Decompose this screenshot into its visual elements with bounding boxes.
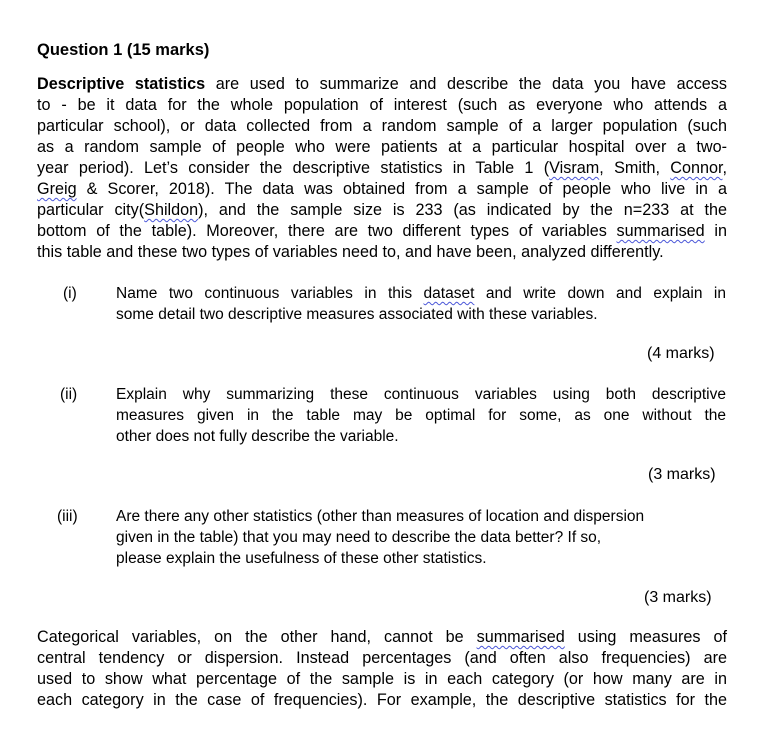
spellcheck-word: Visram — [549, 159, 600, 177]
item-line: measures given in the table may be optimal for some, as one without the — [116, 407, 726, 424]
item-line: other does not fully describe the variable. — [116, 428, 399, 445]
spellcheck-word: summarised — [476, 628, 565, 646]
intro-line: as a random sample of people who were patients at a particular hospital over a two- — [37, 138, 727, 156]
question-title: Question 1 (15 marks) — [37, 41, 210, 59]
marks-label: (3 marks) — [644, 589, 712, 606]
intro-paragraph — [37, 74, 727, 263]
intro-line: year period). Let’s consider the descriptive statistics in Table 1 (Visram, Smith, Connor, — [37, 159, 727, 177]
intro-line: to - be it data for the whole population of interest (such as everyone who attends a — [37, 96, 727, 114]
spellcheck-word: Connor — [670, 159, 723, 177]
marks-label: (4 marks) — [647, 345, 715, 362]
item-line: some detail two descriptive measures associated with these variables. — [116, 306, 598, 323]
closing-line: Categorical variables, on the other hand, cannot be summarised using measures of — [37, 628, 727, 646]
spellcheck-word: dataset — [423, 285, 475, 302]
item-text — [116, 384, 726, 447]
descriptive-statistics-term: Descriptive statistics — [37, 75, 206, 93]
item-line: given in the table) that you may need to describe the data better? If so, — [116, 529, 602, 546]
closing-line: each category in the case of frequencies). For example, the descriptive statistics for the — [37, 691, 727, 709]
spellcheck-word: Shildon — [144, 201, 199, 219]
item-line: Are there any other statistics (other than measures of location and dispersion — [116, 508, 645, 525]
closing-line: central tendency or dispersion. Instead percentages (and often also frequencies) are — [37, 649, 727, 667]
spellcheck-word: Greig — [37, 180, 77, 198]
closing-line: used to show what percentage of the sample is in each category (or how many are in — [37, 670, 727, 688]
item-line: Explain why summarizing these continuous variables using both descriptive — [116, 386, 726, 403]
intro-line: Greig & Scorer, 2018). The data was obtained from a sample of people who live in a — [37, 180, 727, 198]
intro-line: Descriptive statistics are used to summarize and describe the data you have access — [37, 75, 727, 93]
marks-label: (3 marks) — [648, 466, 716, 483]
intro-line: particular city(Shildon), and the sample size is 233 (as indicated by the n=233 at the — [37, 201, 728, 219]
intro-line: bottom of the table). Moreover, there are two different types of variables summarised in — [37, 222, 727, 240]
item-line: Name two continuous variables in this dataset and write down and explain in — [116, 285, 726, 302]
item-number: (ii) — [60, 386, 78, 403]
spellcheck-word: summarised — [616, 222, 705, 240]
item-line: please explain the usefulness of these other statistics. — [116, 550, 487, 567]
intro-line: particular school), or data collected from a random sample of a larger population (such — [37, 117, 727, 135]
closing-paragraph — [37, 627, 727, 711]
intro-line: this table and these two types of variables need to, and have been, analyzed differently. — [37, 243, 664, 261]
item-text — [116, 506, 716, 569]
item-number: (i) — [63, 285, 77, 302]
item-number: (iii) — [57, 508, 78, 525]
item-text — [116, 283, 726, 325]
